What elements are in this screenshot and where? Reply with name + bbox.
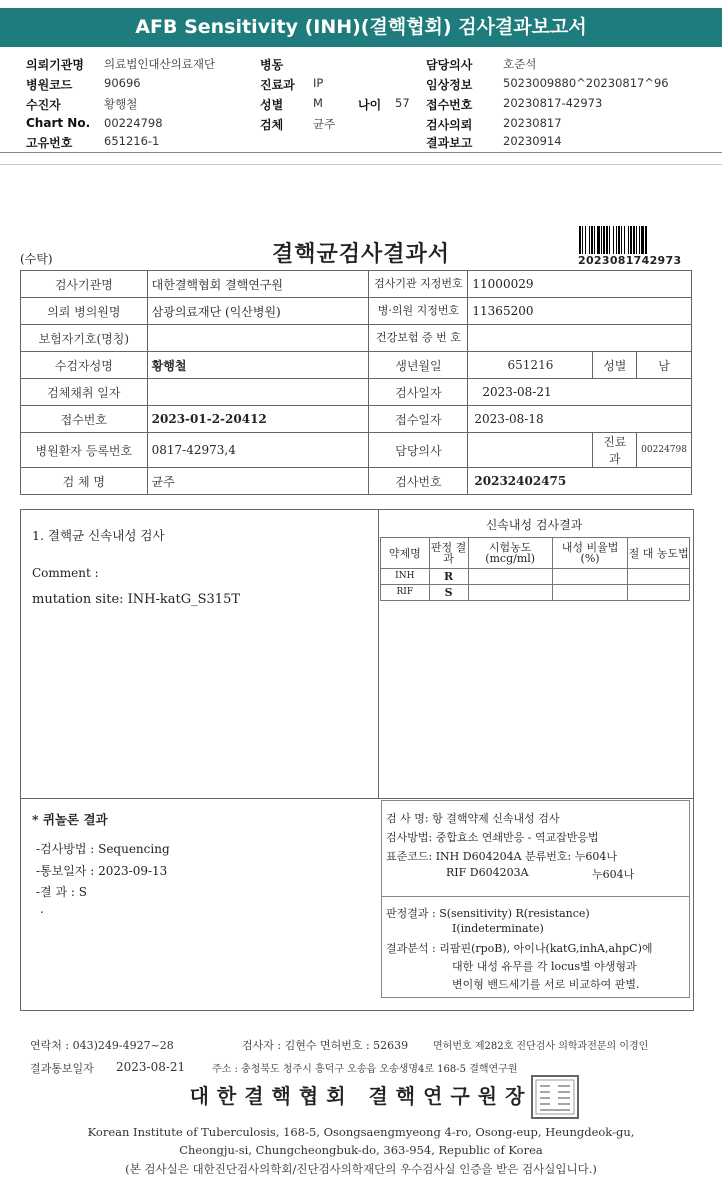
health-cert-value [468,325,692,352]
footer-address: 주소 : 충청북도 청주시 흥덕구 오송읍 오송생명4로 168-5 결핵연구원 [212,1064,518,1075]
value-request-date: 20230817 [503,116,562,130]
interp-line4: 대한 내성 유무를 각 locus별 야생형과 [452,960,637,973]
value-chart-no: 00224798 [104,116,163,130]
patient-info-table [20,270,692,495]
label-unique-no: 고유번호 [26,136,73,150]
value-report-date: 20230914 [503,134,562,148]
sens-header-conc: 시험농도 (mcg/ml) [468,538,552,569]
lab-name: 대한결핵협회 결핵연구원 [147,271,369,298]
value-clinical-info: 5023009880^20230817^96 [503,76,669,90]
footer-tester: 검사자 : 김현수 면허번호 : 52639 [242,1039,409,1052]
doctor-value [468,433,593,468]
specimen-value: 균주 [147,468,369,495]
sens-drug-rif: RIF [381,585,430,601]
barcode-bar [621,226,622,254]
results-vertical-divider [378,509,379,799]
value-department: IP [313,76,324,90]
insurer-value [147,325,369,352]
health-cert-label: 건강보험 증 번 호 [369,325,468,352]
test-date-value: 2023-08-21 [468,379,692,406]
interp-line5: 변이형 밴드세기를 서로 비교하여 판별. [452,978,640,991]
test-date-label: 검사일자 [369,379,468,406]
method-line1: 검 사 명: 항 결핵약제 신속내성 검사 [386,812,560,825]
sens-cell-empty [628,585,690,601]
barcode-bar [641,226,644,254]
value-hospital-code: 90696 [104,76,141,90]
value-receipt-no: 20230817-42973 [503,96,603,110]
barcode-bar [609,226,610,254]
specimen-label: 검 체 명 [21,468,148,495]
barcode-bar [591,226,593,254]
footer-certification: (본 검사실은 대한진단검사의학회/진단검사의학재단의 우수검사실 인증을 받은 검사실입니다.) [125,1162,597,1176]
value-unique-no: 651216-1 [104,134,160,148]
doctor-label: 담당의사 [369,433,468,468]
sens-header-drug: 약제명 [381,538,430,569]
sens-header-ratio: 내성 비율법(%) [552,538,628,569]
barcode-bar [582,226,583,254]
footer-english-1: Korean Institute of Tuberculosis, 168-5, Osongsaengmyeong 4-ro, Osong-eup, Heungdeok-gu, [87,1125,635,1139]
method-line4: RIF D604203A [446,866,529,879]
barcode-bar [639,226,640,254]
sens-title: 신속내성 검사결과 [485,518,583,532]
barcode-bar [597,226,600,254]
value-age: 57 [395,96,410,110]
footer-report-date-label: 결과통보일자 [30,1062,94,1075]
method-line4b: 누604나 [592,868,635,881]
interp-line3: 결과분석 : 리팜핀(rpoB), 아이나(katG,inhA,ahpC)에 [386,942,653,955]
barcode-bar [633,226,635,254]
barcode-bar [628,226,629,254]
sens-cell-empty [468,585,552,601]
official-seal [530,1074,580,1120]
comment-label: Comment : [32,566,99,580]
collect-date-value [147,379,369,406]
header-divider [0,152,722,153]
barcode-bar [589,226,590,254]
institute-name: 대한결핵협회 결핵연구원장 [189,1084,533,1108]
patient-label: 수검자성명 [21,352,148,379]
footer-report-date: 2023-08-21 [116,1060,186,1074]
receipt-no-value: 2023-01-2-20412 [147,406,369,433]
label-request-date: 검사의뢰 [426,118,473,132]
reg-no-label: 병원환자 등록번호 [21,433,148,468]
value-sex: M [313,96,323,110]
barcode-bar [606,226,608,254]
insurer-label: 보험자기호(명칭) [21,325,148,352]
value-patient: 황행철 [104,97,138,111]
sens-header-result: 판정 결과 [429,538,468,569]
barcode-bar [579,226,581,254]
sens-cell-empty [628,569,690,585]
sens-result-rif: S [429,585,468,601]
barcode-bar [603,226,605,254]
sex-value: 남 [637,352,692,379]
barcode-bar [645,226,647,254]
barcode-bar [616,226,617,254]
barcode-bar [624,226,625,254]
received-tag: (수탁) [20,252,53,266]
quinolone-dot: . [40,902,44,916]
barcode-bar [601,226,602,254]
mutation-site: mutation site: INH-katG_S315T [32,592,241,607]
sensitivity-table [380,537,690,601]
method-line3: 표준코드: INH D604204A 분류번호: 누604나 [386,850,617,863]
birth-value: 651216 [468,352,593,379]
lab-name-label: 검사기관명 [21,271,148,298]
value-specimen: 균주 [313,117,336,131]
label-department: 진료과 [260,78,295,92]
sens-cell-empty [552,569,628,585]
label-hospital-code: 병원코드 [26,78,73,92]
receipt-date-value: 2023-08-18 [468,406,692,433]
value-doctor: 호준석 [503,57,537,71]
quinolone-date: -통보일자 : 2023-09-13 [36,864,168,878]
sens-cell-empty [468,569,552,585]
label-report-date: 결과보고 [426,136,473,150]
patient-name: 황행철 [147,352,369,379]
barcode-bar [618,226,620,254]
label-age: 나이 [358,98,382,112]
value-institution: 의료법인대산의료재단 [104,57,216,71]
results-horizontal-divider [20,798,694,799]
sens-header-absolute: 절 대 농도법 [628,538,690,569]
quinolone-method: -검사방법 : Sequencing [36,842,170,856]
footer-english-2: Cheongju-si, Chungcheongbuk-do, 363-954, Republic of Korea [179,1143,543,1157]
interp-line1: 판정결과 : S(sensitivity) R(resistance) [386,907,590,920]
barcode-bar [630,226,632,254]
barcode-image [578,226,678,254]
sex-label: 성별 [593,352,637,379]
interp-line2: I(indeterminate) [452,922,544,935]
dept-value: 00224798 [637,433,692,468]
barcode-bar [594,226,595,254]
label-ward: 병동 [260,58,284,72]
lab-code: 11000029 [468,271,692,298]
sens-drug-inh: INH [381,569,430,585]
receipt-no-label: 접수번호 [21,406,148,433]
footer-contact: 연락처 : 043)249-4927~28 [30,1039,174,1052]
barcode-bar [613,226,614,254]
label-institution: 의뢰기관명 [26,58,84,72]
sens-cell-empty [552,585,628,601]
reg-no-value: 0817-42973,4 [147,433,369,468]
hospital-label: 의뢰 병의원명 [21,298,148,325]
test-no-label: 검사번호 [369,468,468,495]
dept-label: 진료과 [593,433,637,468]
sens-result-inh: R [429,569,468,585]
label-receipt-no: 접수번호 [426,98,473,112]
barcode-number: 2023081742973 [578,254,682,267]
method-line2: 검사방법: 중합효소 연쇄반응 - 역교잡반응법 [386,831,599,844]
collect-date-label: 검체채취 일자 [21,379,148,406]
label-patient: 수진자 [26,98,61,112]
report-title: AFB Sensitivity (INH)(결핵협회) 검사결과보고서 [0,8,722,47]
test-no-value: 20232402475 [468,468,692,495]
quinolone-title: * 퀴놀론 결과 [32,812,108,827]
section-title: 1. 결핵균 신속내성 검사 [32,528,165,543]
barcode-bar [636,226,637,254]
lab-code-label: 검사기관 지정번호 [369,271,468,298]
label-doctor: 담당의사 [426,58,473,72]
label-clinical-info: 임상정보 [426,78,473,92]
document-title: 결핵균검사결과서 [271,241,451,267]
header-divider-2 [0,164,722,165]
hospital-code: 11365200 [468,298,692,325]
hospital-name: 삼광의료재단 (익산병원) [147,298,369,325]
label-chart-no: Chart No. [26,116,91,130]
label-sex: 성별 [260,98,284,112]
barcode-bar [585,226,586,254]
hospital-code-label: 병·의원 지정번호 [369,298,468,325]
footer-license: 면허번호 제282호 진단검사 의학과전문의 이경인 [433,1041,649,1052]
quinolone-result: -결 과 : S [36,885,87,899]
receipt-date-label: 접수일자 [369,406,468,433]
label-specimen: 검체 [260,118,284,132]
birth-label: 생년월일 [369,352,468,379]
